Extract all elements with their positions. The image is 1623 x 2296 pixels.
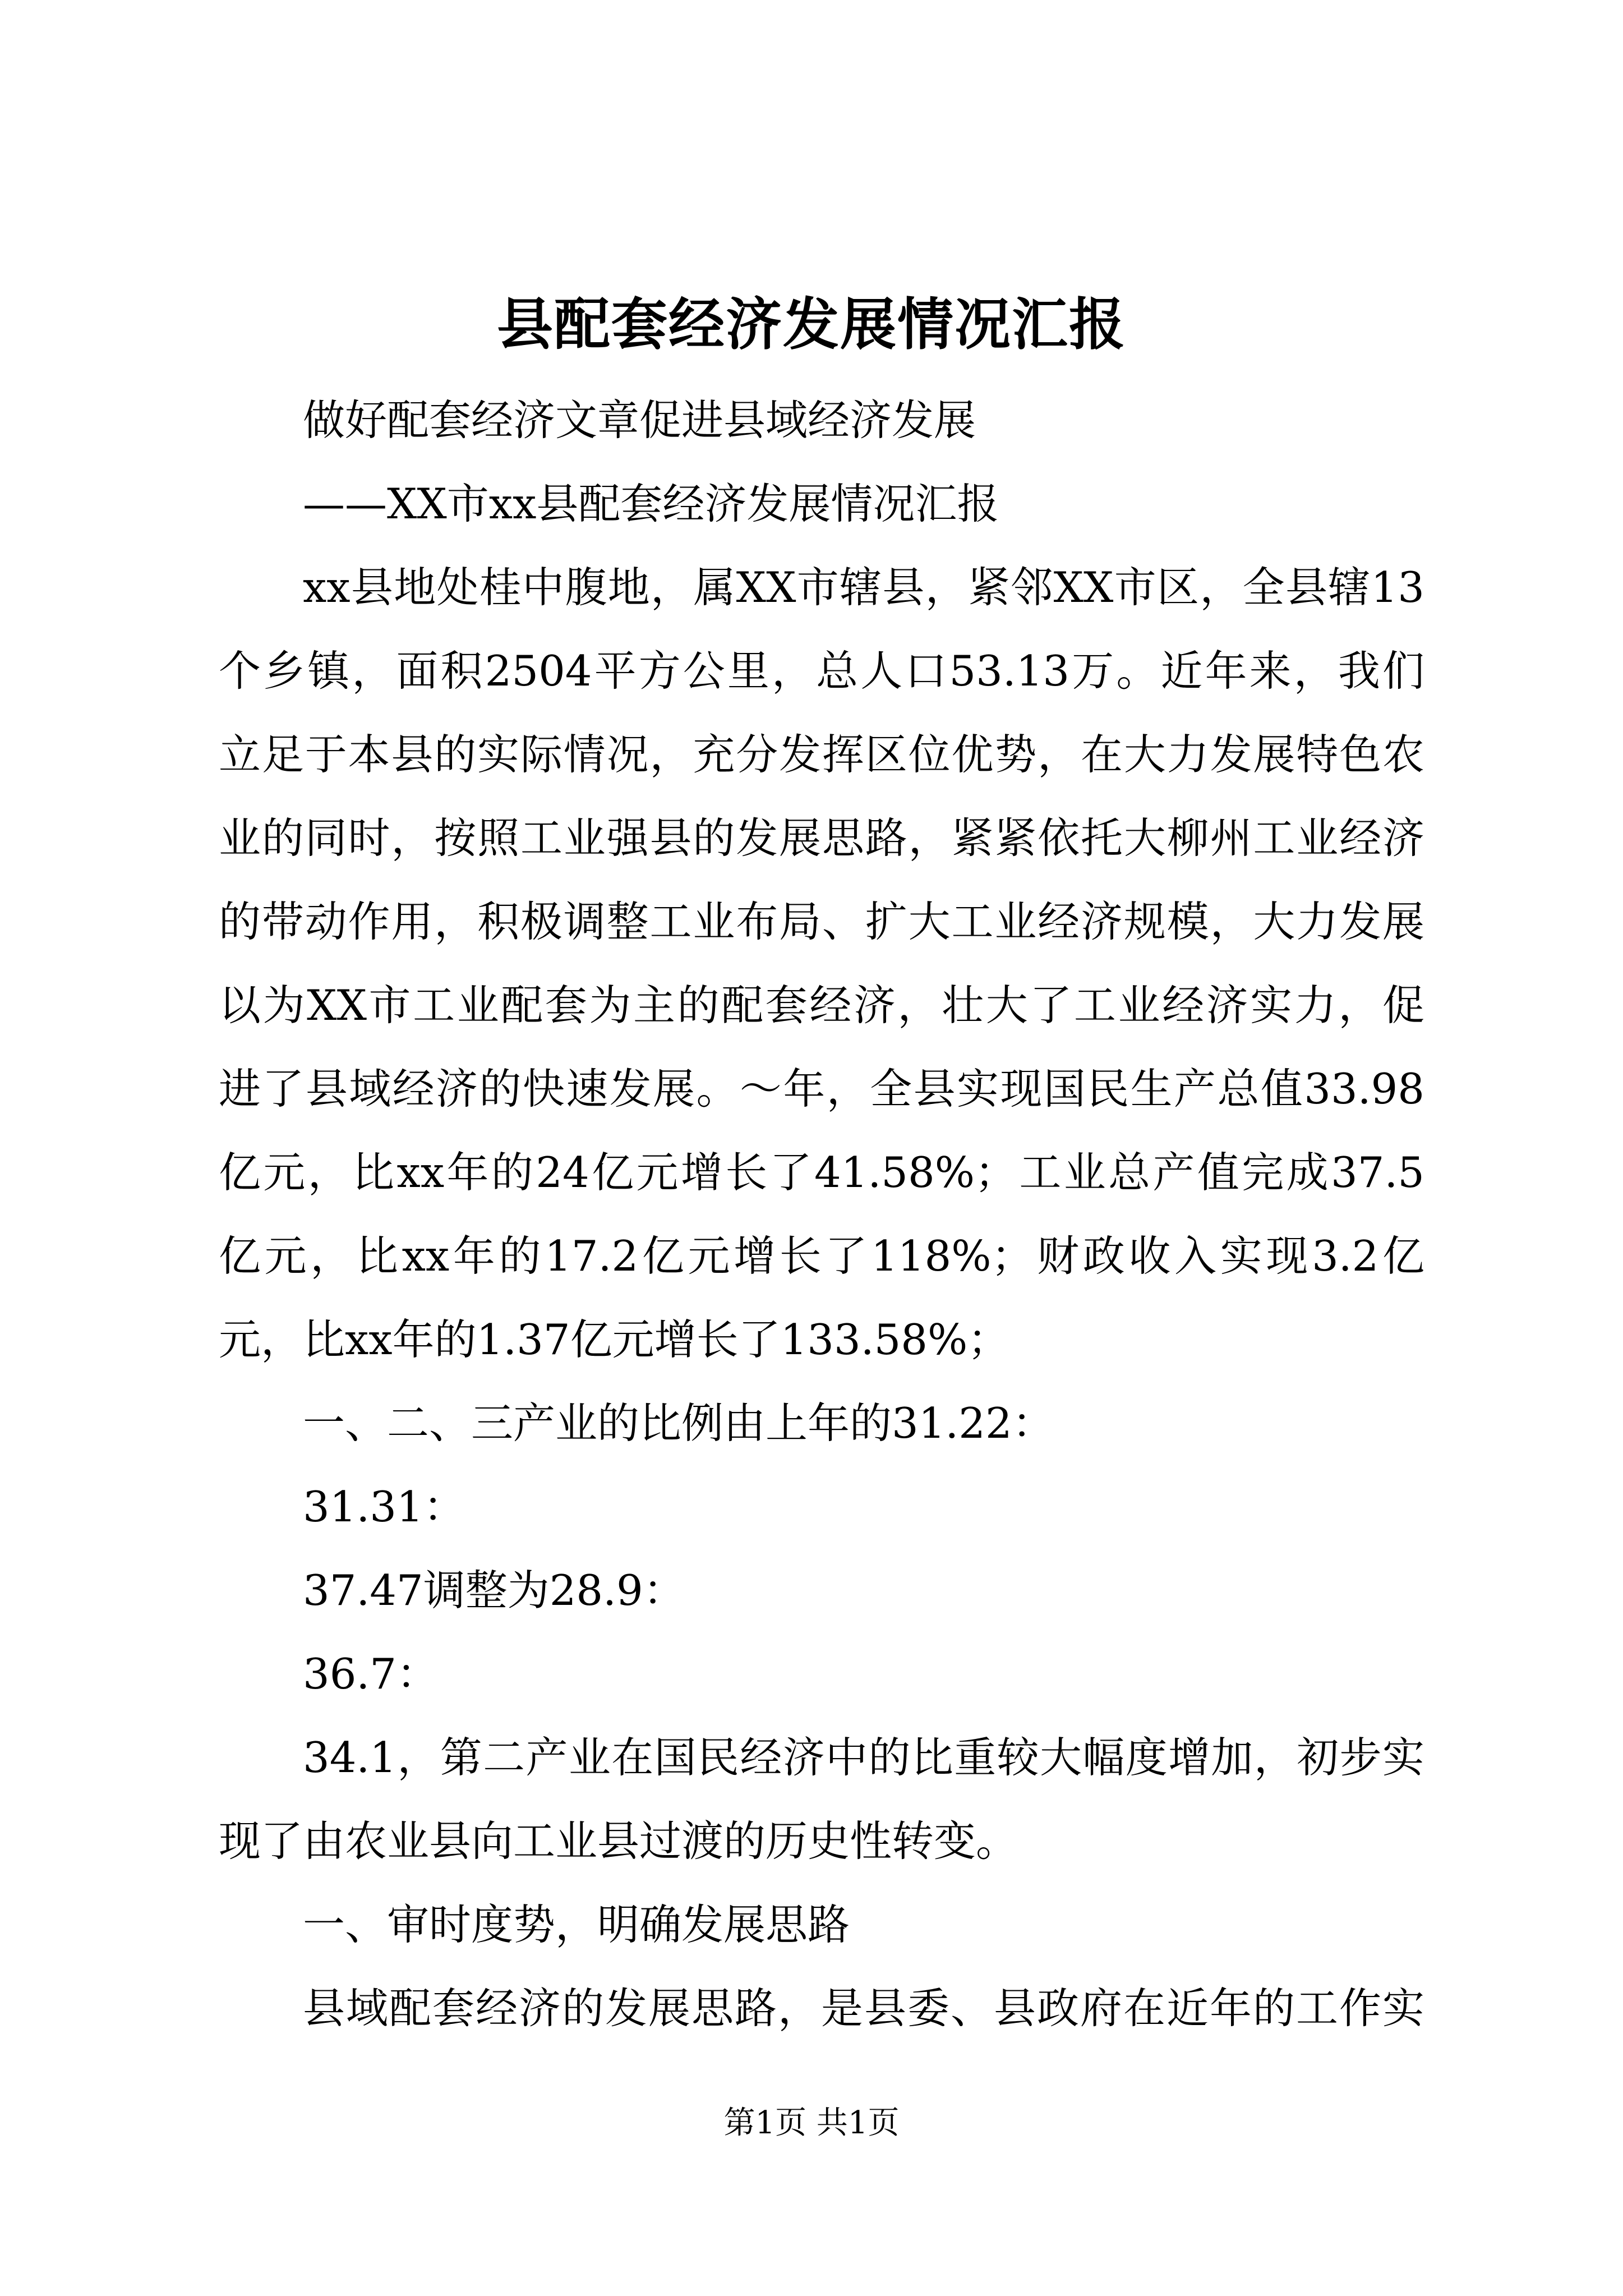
page-number-footer: 第1页 共1页 [723,2105,900,2141]
paragraph-line: 现了由农业县向工业县过渡的历史性转变。 [219,1816,1018,1866]
paragraph-line: 37.47调整为28.9： [303,1566,685,1615]
paragraph-line: 县域配套经济的发展思路，是县委、县政府在近年的工作实 [303,1984,1424,2033]
paragraph-line: 元，比xx年的1.37亿元增长了133.58%； [219,1315,1010,1364]
section-heading: 一、审时度势，明确发展思路 [303,1900,850,1949]
paragraph-line: 以为XX市工业配套为主的配套经济，壮大了工业经济实力，促 [219,981,1424,1030]
paragraph-line: 进了县域经济的快速发展。～年，全县实现国民生产总值33.98 [219,1064,1424,1114]
document-title: 县配套经济发展情况汇报 [497,291,1126,357]
paragraph-line: 31.31： [303,1482,465,1531]
paragraph-subtitle: 做好配套经济文章促进县域经济发展 [303,395,976,445]
paragraph-line: 亿元，比xx年的17.2亿元增长了118%；财政收入实现3.2亿 [219,1231,1424,1281]
paragraph-subtitle-dash: ——XX市xx县配套经济发展情况汇报 [303,479,999,528]
paragraph-line: 的带动作用，积极调整工业布局、扩大工业经济规模，大力发展 [219,897,1424,946]
paragraph-line: 36.7： [303,1649,439,1699]
paragraph-line: 立足于本县的实际情况，充分发挥区位优势，在大力发展特色农 [219,730,1424,779]
paragraph-line: 业的同时，按照工业强县的发展思路，紧紧依托大柳州工业经济 [219,813,1424,863]
paragraph-line: 亿元，比xx年的24亿元增长了41.58%；工业总产值完成37.5 [219,1148,1424,1197]
document-body [219,379,1424,2050]
paragraph-line: 个乡镇，面积2504平方公里，总人口53.13万。近年来，我们 [219,646,1424,696]
paragraph-line: xx县地处桂中腹地，属XX市辖县，紧邻XX市区，全县辖13 [303,563,1424,612]
paragraph-line: 34.1，第二产业在国民经济中的比重较大幅度增加，初步实 [303,1733,1424,1782]
paragraph-line: 一、二、三产业的比例由上年的31.22： [303,1398,1054,1448]
